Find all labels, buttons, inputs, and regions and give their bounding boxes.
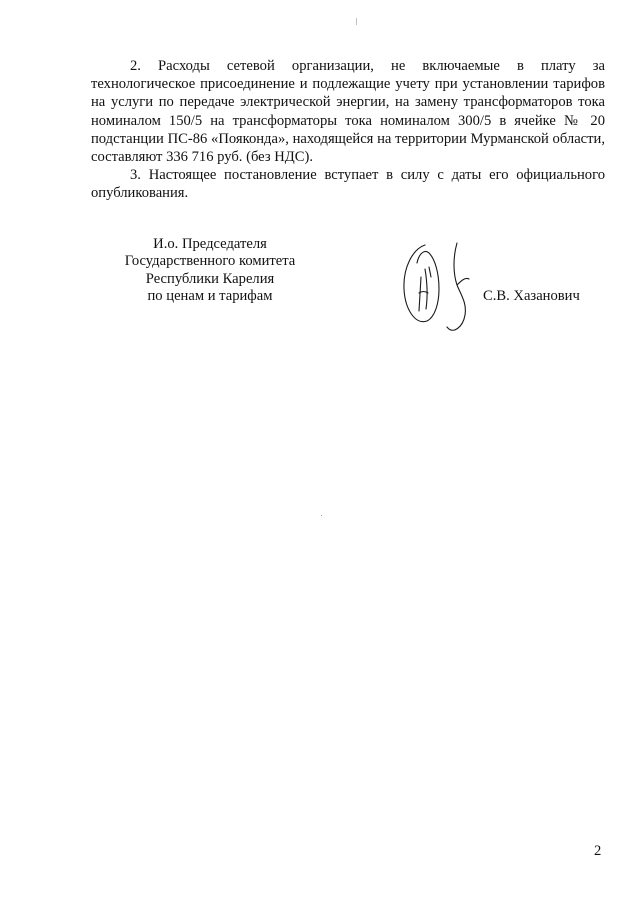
document-body <box>91 57 605 203</box>
signatory-position-line: Государственного комитета <box>124 253 296 270</box>
page-number: 2 <box>594 843 602 859</box>
paragraph-2: 2. Расходы сетевой организации, не включаемые в плату за технологическое присоединение и подлежащие учету при установлении тарифов на услуги по передаче электрической энергии, на замену трансформаторов тока номиналом 150/5 на трансформаторы тока номиналом 300/5 в ячейке № 20 подстанции ПС-86 «Пояконда», находящейся на территории Мурманской области, составляют 336 716 руб. (без НДС). <box>91 58 605 166</box>
scan-speck <box>356 18 357 25</box>
signatory-position-line: Республики Карелия <box>145 270 275 287</box>
signatory-position-block <box>95 236 325 306</box>
handwritten-signature <box>395 237 490 337</box>
paragraph-3: 3. Настоящее постановление вступает в силу с даты его официального опубликования. <box>91 167 605 202</box>
signatory-position-line: И.о. Председателя <box>153 236 267 252</box>
scan-speck <box>321 515 322 516</box>
signatory-name: С.В. Хазанович <box>483 288 580 304</box>
signatory-position-line: по ценам и тарифам <box>147 288 273 305</box>
